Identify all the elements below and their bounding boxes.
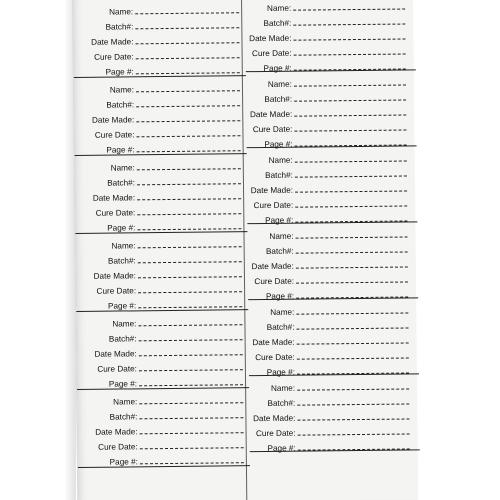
- date-made-blank-line[interactable]: [296, 266, 408, 268]
- date-made-label: Date Made:: [252, 337, 295, 348]
- name-row: [82, 234, 246, 251]
- name-row: [79, 0, 243, 17]
- date-made-row: [245, 26, 409, 43]
- batch-label: Batch#:: [105, 22, 134, 32]
- name-row: [249, 376, 413, 393]
- name-label: Name:: [111, 241, 136, 251]
- batch-blank-line[interactable]: [137, 183, 241, 185]
- batch-row: [82, 327, 246, 344]
- date-made-blank-line[interactable]: [139, 354, 243, 356]
- cure-date-blank-line[interactable]: [296, 281, 408, 283]
- cure-date-row: [249, 421, 413, 438]
- cure-date-blank-line[interactable]: [140, 447, 244, 449]
- batch-row: [83, 405, 247, 422]
- batch-row: [249, 391, 413, 408]
- name-row: [81, 156, 245, 173]
- name-blank-line[interactable]: [135, 12, 239, 14]
- date-made-label: Date Made:: [253, 413, 296, 424]
- entry-block: [245, 0, 410, 74]
- batch-blank-line[interactable]: [139, 417, 243, 419]
- entry-block: [79, 0, 244, 80]
- batch-label: Batch#:: [107, 178, 136, 188]
- name-label: Name:: [267, 79, 292, 89]
- date-made-blank-line[interactable]: [138, 276, 242, 278]
- date-made-label: Date Made:: [92, 193, 136, 203]
- batch-blank-line[interactable]: [297, 403, 409, 405]
- page-number-row: [82, 294, 246, 311]
- entry-block: [81, 156, 246, 236]
- cure-date-blank-line[interactable]: [297, 357, 409, 359]
- batch-label: Batch#:: [265, 246, 294, 256]
- page-number-label: Page #:: [105, 67, 134, 77]
- date-made-blank-line[interactable]: [294, 115, 406, 117]
- date-made-label: Date Made:: [91, 115, 135, 125]
- page-number-label: Page #:: [266, 367, 295, 377]
- page-number-blank-line[interactable]: [137, 228, 241, 230]
- logbook-page: [72, 0, 418, 500]
- date-made-row: [246, 102, 410, 119]
- page-number-label: Page #:: [265, 291, 295, 301]
- cure-date-label: Cure Date:: [253, 200, 294, 211]
- name-blank-line[interactable]: [293, 9, 405, 11]
- name-label: Name:: [270, 383, 296, 393]
- batch-row: [248, 239, 412, 256]
- entry-block: [247, 224, 412, 302]
- page-number-label: Page #:: [264, 139, 293, 149]
- cure-date-row: [246, 117, 410, 134]
- date-made-blank-line[interactable]: [295, 191, 407, 193]
- date-made-blank-line[interactable]: [293, 39, 405, 41]
- cure-date-row: [249, 345, 413, 362]
- cure-date-blank-line[interactable]: [136, 135, 240, 137]
- name-row: [82, 312, 246, 329]
- batch-label: Batch#:: [267, 398, 296, 408]
- page-number-row: [81, 138, 245, 155]
- name-blank-line[interactable]: [137, 168, 241, 170]
- cure-date-row: [80, 123, 244, 140]
- cure-date-label: Cure Date:: [95, 208, 136, 218]
- batch-row: [80, 93, 244, 110]
- date-made-row: [81, 186, 245, 203]
- entry-block: [246, 72, 411, 150]
- cure-date-label: Cure Date:: [255, 428, 296, 439]
- date-made-row: [82, 264, 246, 281]
- page-number-blank-line[interactable]: [137, 150, 241, 152]
- date-made-label: Date Made:: [251, 261, 294, 272]
- date-made-label: Date Made:: [93, 271, 136, 281]
- page-number-blank-line[interactable]: [139, 384, 243, 386]
- cure-date-label: Cure Date:: [97, 364, 137, 374]
- entry-block: [80, 78, 245, 158]
- name-label: Name:: [270, 307, 295, 317]
- date-made-row: [249, 406, 413, 423]
- cure-date-row: [248, 269, 412, 286]
- cure-date-blank-line[interactable]: [139, 369, 243, 371]
- date-made-blank-line[interactable]: [297, 418, 409, 420]
- name-blank-line[interactable]: [296, 312, 408, 314]
- left-column: [79, 0, 248, 470]
- name-blank-line[interactable]: [295, 161, 407, 163]
- cure-date-label: Cure Date:: [94, 130, 135, 140]
- entry-block: [248, 300, 413, 378]
- name-row: [247, 148, 411, 165]
- entry-block: [247, 148, 412, 226]
- name-label: Name:: [109, 85, 135, 95]
- cure-date-blank-line[interactable]: [294, 54, 406, 56]
- entry-block: [82, 234, 247, 314]
- name-blank-line[interactable]: [296, 236, 408, 238]
- date-made-row: [247, 178, 411, 195]
- name-row: [80, 78, 244, 95]
- batch-label: Batch#:: [109, 412, 138, 422]
- date-made-row: [83, 420, 247, 437]
- cure-date-label: Cure Date:: [252, 124, 293, 135]
- batch-label: Batch#:: [108, 334, 137, 344]
- cure-date-row: [83, 357, 247, 374]
- right-column: [245, 0, 414, 454]
- name-label: Name:: [110, 163, 135, 173]
- batch-blank-line[interactable]: [296, 327, 408, 329]
- batch-blank-line[interactable]: [139, 339, 243, 341]
- page-number-row: [81, 216, 245, 233]
- batch-row: [82, 249, 246, 266]
- batch-blank-line[interactable]: [135, 27, 239, 29]
- name-label: Name:: [269, 231, 294, 241]
- name-label: Name:: [113, 397, 138, 407]
- date-made-row: [79, 30, 243, 47]
- name-blank-line[interactable]: [294, 85, 406, 87]
- batch-label: Batch#:: [106, 100, 135, 110]
- page-number-label: Page #:: [267, 443, 296, 453]
- page-number-label: Page #:: [108, 379, 138, 389]
- batch-row: [245, 11, 409, 28]
- cure-date-label: Cure Date:: [251, 48, 292, 59]
- cure-date-blank-line[interactable]: [295, 206, 407, 208]
- cure-date-blank-line[interactable]: [294, 130, 406, 132]
- cure-date-row: [80, 45, 244, 62]
- name-row: [248, 300, 412, 317]
- name-row: [83, 390, 247, 407]
- page-number-label: Page #:: [106, 145, 135, 155]
- date-made-blank-line[interactable]: [136, 120, 240, 122]
- date-made-row: [249, 330, 413, 347]
- date-made-label: Date Made:: [94, 349, 137, 359]
- entry-block: [82, 312, 247, 392]
- batch-blank-line[interactable]: [294, 100, 406, 102]
- entry-block: [83, 390, 248, 470]
- cure-date-blank-line[interactable]: [298, 433, 410, 435]
- batch-label: Batch#:: [265, 170, 293, 180]
- cure-date-blank-line[interactable]: [136, 57, 240, 59]
- batch-row: [248, 315, 412, 332]
- name-blank-line[interactable]: [139, 402, 243, 404]
- batch-row: [246, 87, 410, 104]
- cure-date-row: [82, 279, 246, 296]
- name-label: Name:: [268, 155, 293, 165]
- page-number-label: Page #:: [265, 215, 294, 225]
- date-made-row: [83, 342, 247, 359]
- page-number-blank-line[interactable]: [136, 72, 240, 74]
- page-number-blank-line[interactable]: [140, 462, 244, 464]
- name-blank-line[interactable]: [136, 90, 240, 92]
- batch-row: [81, 171, 245, 188]
- batch-blank-line[interactable]: [296, 251, 408, 253]
- batch-label: Batch#:: [263, 18, 292, 28]
- cure-date-blank-line[interactable]: [138, 291, 242, 293]
- name-blank-line[interactable]: [138, 246, 242, 248]
- name-label: Name:: [108, 7, 134, 17]
- page-number-label: Page #:: [263, 63, 292, 73]
- batch-blank-line[interactable]: [136, 105, 240, 107]
- page-number-label: Page #:: [107, 223, 136, 233]
- cure-date-label: Cure Date:: [96, 286, 137, 296]
- cure-date-label: Cure Date:: [255, 352, 295, 363]
- cure-date-blank-line[interactable]: [137, 213, 241, 215]
- date-made-blank-line[interactable]: [135, 42, 239, 44]
- cure-date-label: Cure Date:: [98, 442, 138, 452]
- date-made-row: [248, 254, 412, 271]
- name-label: Name:: [112, 319, 137, 329]
- cure-date-label: Cure Date:: [94, 52, 134, 62]
- page-number-label: Page #:: [107, 301, 137, 311]
- cure-date-row: [81, 201, 245, 218]
- batch-label: Batch#:: [107, 256, 136, 266]
- entry-block: [249, 376, 414, 454]
- page-number-row: [83, 372, 247, 389]
- batch-row: [247, 163, 411, 180]
- batch-row: [79, 15, 243, 32]
- batch-label: Batch#:: [264, 94, 293, 104]
- name-row: [247, 224, 411, 241]
- name-blank-line[interactable]: [297, 388, 409, 390]
- cure-date-row: [247, 193, 411, 210]
- page-number-blank-line[interactable]: [138, 306, 242, 308]
- date-made-blank-line[interactable]: [297, 342, 409, 344]
- name-row: [246, 72, 410, 89]
- date-made-blank-line[interactable]: [137, 198, 241, 200]
- date-made-label: Date Made:: [249, 109, 293, 120]
- cure-date-label: Cure Date:: [254, 276, 295, 287]
- date-made-row: [80, 108, 244, 125]
- date-made-label: Date Made:: [249, 33, 292, 44]
- date-made-label: Date Made:: [95, 427, 138, 437]
- batch-blank-line[interactable]: [138, 261, 242, 263]
- batch-blank-line[interactable]: [295, 176, 407, 178]
- page-number-row: [80, 60, 244, 77]
- date-made-blank-line[interactable]: [140, 432, 244, 434]
- date-made-label: Date Made:: [250, 185, 294, 196]
- batch-blank-line[interactable]: [293, 24, 405, 26]
- cure-date-row: [84, 435, 248, 452]
- name-label: Name:: [266, 3, 292, 13]
- page-number-label: Page #:: [109, 457, 138, 467]
- name-blank-line[interactable]: [138, 324, 242, 326]
- cure-date-row: [246, 41, 410, 58]
- page-number-row: [84, 450, 248, 467]
- batch-label: Batch#:: [266, 322, 295, 332]
- date-made-label: Date Made:: [91, 37, 134, 47]
